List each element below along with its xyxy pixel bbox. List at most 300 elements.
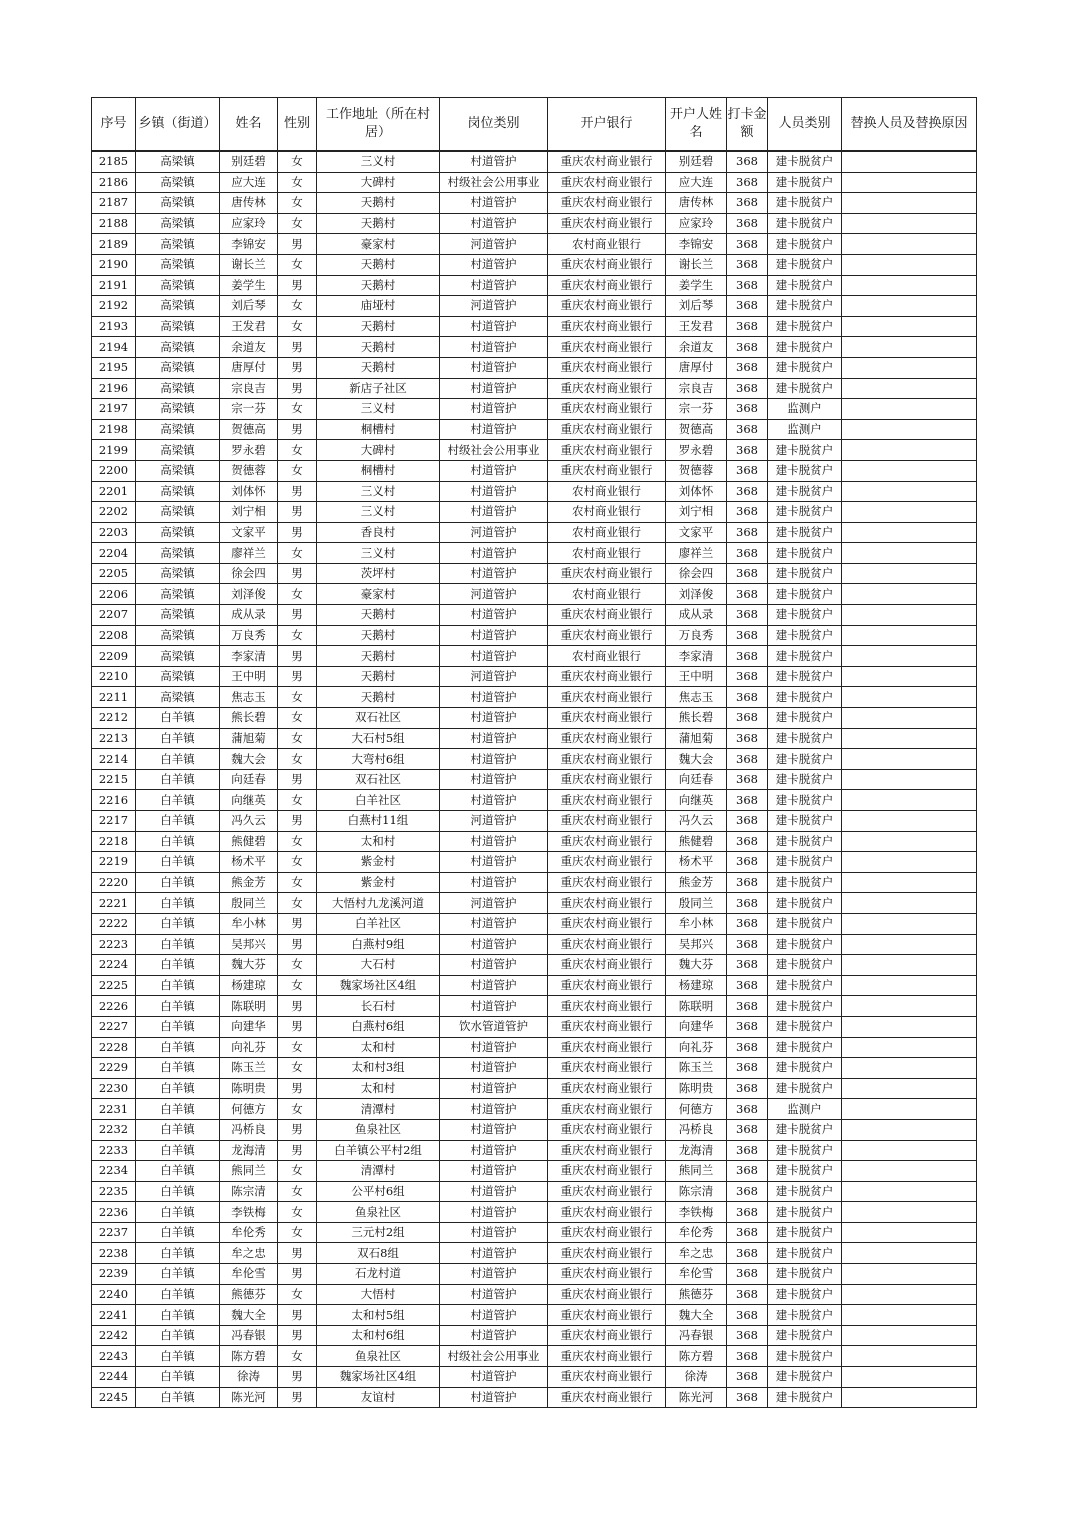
cell-bank: 重庆农村商业银行 [548,213,666,234]
cell-post-type: 村级社会公用事业 [440,440,548,461]
cell-account-holder: 李家清 [666,646,727,667]
cell-post-type: 村道管护 [440,357,548,378]
cell-work-address: 天鹅村 [317,666,440,687]
cell-account-holder: 谢长兰 [666,254,727,275]
cell-replacement [842,996,977,1017]
table-row [92,831,977,852]
cell-gender: 男 [278,646,317,667]
cell-amount: 368 [727,543,768,564]
cell-bank: 重庆农村商业银行 [548,1264,666,1285]
cell-serial: 2207 [92,605,136,626]
cell-name: 杨建琼 [220,975,278,996]
cell-post-type: 村道管护 [440,1058,548,1079]
cell-gender: 男 [278,378,317,399]
cell-replacement [842,275,977,296]
cell-account-holder: 王发君 [666,316,727,337]
cell-town: 白羊镇 [136,1243,220,1264]
cell-replacement [842,296,977,317]
cell-account-holder: 杨术平 [666,852,727,873]
cell-serial: 2214 [92,749,136,770]
cell-person-category: 监测户 [768,399,842,420]
cell-work-address: 桐槽村 [317,419,440,440]
cell-name: 王中明 [220,666,278,687]
cell-bank: 重庆农村商业银行 [548,955,666,976]
cell-name: 焦志玉 [220,687,278,708]
cell-account-holder: 唐传林 [666,193,727,214]
cell-serial: 2194 [92,337,136,358]
cell-name: 冯久云 [220,811,278,832]
cell-work-address: 桐槽村 [317,460,440,481]
cell-gender: 女 [278,790,317,811]
cell-replacement [842,831,977,852]
cell-serial: 2211 [92,687,136,708]
cell-post-type: 村道管护 [440,1387,548,1408]
cell-person-category: 建卡脱贫户 [768,1243,842,1264]
cell-gender: 男 [278,357,317,378]
cell-account-holder: 刘体怀 [666,481,727,502]
cell-account-holder: 应家玲 [666,213,727,234]
table-row [92,543,977,564]
cell-person-category: 建卡脱贫户 [768,440,842,461]
cell-name: 吴邦兴 [220,934,278,955]
cell-work-address: 豪家村 [317,584,440,605]
cell-post-type: 村道管护 [440,1119,548,1140]
cell-replacement [842,893,977,914]
cell-account-holder: 万良秀 [666,625,727,646]
cell-name: 谢长兰 [220,254,278,275]
cell-amount: 368 [727,481,768,502]
table-row [92,1202,977,1223]
cell-gender: 男 [278,481,317,502]
cell-replacement [842,749,977,770]
cell-serial: 2230 [92,1078,136,1099]
cell-account-holder: 杨建琼 [666,975,727,996]
table-row [92,975,977,996]
cell-account-holder: 徐会四 [666,563,727,584]
table-row [92,1387,977,1408]
cell-name: 徐会四 [220,563,278,584]
table-row [92,769,977,790]
cell-gender: 男 [278,419,317,440]
cell-town: 高梁镇 [136,151,220,172]
cell-name: 徐涛 [220,1367,278,1388]
cell-serial: 2191 [92,275,136,296]
cell-amount: 368 [727,1016,768,1037]
cell-bank: 重庆农村商业银行 [548,275,666,296]
cell-work-address: 清潭村 [317,1099,440,1120]
cell-town: 高梁镇 [136,687,220,708]
cell-serial: 2225 [92,975,136,996]
cell-account-holder: 陈明贵 [666,1078,727,1099]
cell-person-category: 建卡脱贫户 [768,357,842,378]
cell-gender: 男 [278,1140,317,1161]
cell-replacement [842,357,977,378]
cell-gender: 女 [278,955,317,976]
table-row [92,790,977,811]
cell-amount: 368 [727,502,768,523]
cell-bank: 农村商业银行 [548,234,666,255]
cell-name: 陈方碧 [220,1346,278,1367]
cell-account-holder: 殷同兰 [666,893,727,914]
cell-bank: 重庆农村商业银行 [548,605,666,626]
table-row [92,749,977,770]
cell-name: 熊金芳 [220,872,278,893]
cell-bank: 重庆农村商业银行 [548,399,666,420]
table-row [92,1325,977,1346]
cell-town: 白羊镇 [136,1264,220,1285]
table-row [92,254,977,275]
cell-replacement [842,1325,977,1346]
cell-gender: 男 [278,275,317,296]
cell-work-address: 天鹅村 [317,213,440,234]
cell-serial: 2210 [92,666,136,687]
table-row [92,481,977,502]
cell-work-address: 白燕村6组 [317,1016,440,1037]
cell-name: 王发君 [220,316,278,337]
cell-amount: 368 [727,440,768,461]
cell-bank: 重庆农村商业银行 [548,625,666,646]
cell-name: 殷同兰 [220,893,278,914]
cell-name: 魏大全 [220,1305,278,1326]
cell-work-address: 紫金村 [317,852,440,873]
cell-person-category: 建卡脱贫户 [768,543,842,564]
cell-work-address: 大碑村 [317,440,440,461]
cell-replacement [842,502,977,523]
cell-replacement [842,666,977,687]
cell-amount: 368 [727,1058,768,1079]
cell-town: 高梁镇 [136,234,220,255]
cell-name: 廖祥兰 [220,543,278,564]
cell-town: 白羊镇 [136,1305,220,1326]
cell-amount: 368 [727,1325,768,1346]
cell-person-category: 建卡脱贫户 [768,1119,842,1140]
cell-person-category: 建卡脱贫户 [768,213,842,234]
cell-name: 向继英 [220,790,278,811]
cell-account-holder: 龙海清 [666,1140,727,1161]
cell-bank: 农村商业银行 [548,584,666,605]
cell-amount: 368 [727,769,768,790]
cell-amount: 368 [727,831,768,852]
cell-gender: 女 [278,893,317,914]
header-person-category: 人员类别 [768,98,842,152]
cell-replacement [842,419,977,440]
table-row [92,1222,977,1243]
cell-gender: 女 [278,872,317,893]
cell-gender: 男 [278,522,317,543]
cell-town: 高梁镇 [136,357,220,378]
cell-amount: 368 [727,1037,768,1058]
cell-person-category: 建卡脱贫户 [768,790,842,811]
cell-name: 余道友 [220,337,278,358]
cell-name: 刘宁相 [220,502,278,523]
cell-post-type: 村道管护 [440,481,548,502]
cell-post-type: 村道管护 [440,151,548,172]
cell-replacement [842,1140,977,1161]
cell-name: 向礼芬 [220,1037,278,1058]
cell-work-address: 香良村 [317,522,440,543]
cell-person-category: 建卡脱贫户 [768,934,842,955]
cell-replacement [842,1016,977,1037]
cell-work-address: 三义村 [317,151,440,172]
cell-gender: 女 [278,728,317,749]
cell-person-category: 建卡脱贫户 [768,193,842,214]
cell-gender: 男 [278,769,317,790]
cell-town: 白羊镇 [136,1161,220,1182]
cell-serial: 2244 [92,1367,136,1388]
table-row [92,728,977,749]
cell-replacement [842,955,977,976]
cell-gender: 女 [278,708,317,729]
cell-bank: 农村商业银行 [548,543,666,564]
cell-serial: 2189 [92,234,136,255]
cell-account-holder: 魏大芬 [666,955,727,976]
table-row [92,1037,977,1058]
cell-account-holder: 陈宗清 [666,1181,727,1202]
cell-post-type: 村级社会公用事业 [440,1346,548,1367]
cell-work-address: 天鹅村 [317,254,440,275]
cell-bank: 重庆农村商业银行 [548,934,666,955]
cell-bank: 重庆农村商业银行 [548,357,666,378]
cell-town: 高梁镇 [136,296,220,317]
cell-person-category: 建卡脱贫户 [768,296,842,317]
cell-amount: 368 [727,1346,768,1367]
cell-serial: 2192 [92,296,136,317]
cell-serial: 2224 [92,955,136,976]
cell-name: 熊德芬 [220,1284,278,1305]
cell-replacement [842,337,977,358]
cell-gender: 女 [278,399,317,420]
cell-town: 高梁镇 [136,481,220,502]
cell-bank: 重庆农村商业银行 [548,852,666,873]
cell-serial: 2241 [92,1305,136,1326]
cell-account-holder: 宗良吉 [666,378,727,399]
cell-post-type: 村道管护 [440,955,548,976]
cell-town: 白羊镇 [136,1058,220,1079]
cell-account-holder: 向礼芬 [666,1037,727,1058]
cell-bank: 重庆农村商业银行 [548,563,666,584]
cell-post-type: 村道管护 [440,1099,548,1120]
table-row [92,296,977,317]
cell-account-holder: 蒲旭菊 [666,728,727,749]
table-row [92,1140,977,1161]
cell-gender: 女 [278,1037,317,1058]
cell-person-category: 建卡脱贫户 [768,1037,842,1058]
cell-gender: 女 [278,1202,317,1223]
cell-town: 白羊镇 [136,1202,220,1223]
cell-amount: 368 [727,1140,768,1161]
cell-person-category: 建卡脱贫户 [768,708,842,729]
cell-gender: 男 [278,234,317,255]
cell-bank: 重庆农村商业银行 [548,296,666,317]
cell-account-holder: 冯久云 [666,811,727,832]
cell-serial: 2212 [92,708,136,729]
cell-amount: 368 [727,955,768,976]
cell-account-holder: 熊长碧 [666,708,727,729]
table-row [92,893,977,914]
cell-bank: 重庆农村商业银行 [548,316,666,337]
cell-serial: 2222 [92,913,136,934]
cell-person-category: 建卡脱贫户 [768,1078,842,1099]
cell-account-holder: 牟伦雪 [666,1264,727,1285]
cell-work-address: 三义村 [317,543,440,564]
table-row [92,460,977,481]
cell-person-category: 建卡脱贫户 [768,1367,842,1388]
cell-person-category: 建卡脱贫户 [768,811,842,832]
cell-post-type: 村道管护 [440,646,548,667]
cell-town: 白羊镇 [136,1140,220,1161]
cell-person-category: 建卡脱贫户 [768,1264,842,1285]
cell-person-category: 建卡脱贫户 [768,337,842,358]
cell-amount: 368 [727,728,768,749]
cell-serial: 2229 [92,1058,136,1079]
table-row [92,522,977,543]
table-row [92,1346,977,1367]
cell-name: 牟伦秀 [220,1222,278,1243]
cell-person-category: 建卡脱贫户 [768,728,842,749]
cell-town: 高梁镇 [136,399,220,420]
cell-amount: 368 [727,234,768,255]
cell-town: 白羊镇 [136,955,220,976]
header-bank: 开户银行 [548,98,666,152]
cell-serial: 2198 [92,419,136,440]
cell-replacement [842,852,977,873]
cell-account-holder: 成从录 [666,605,727,626]
cell-account-holder: 何德方 [666,1099,727,1120]
cell-replacement [842,1305,977,1326]
cell-amount: 368 [727,625,768,646]
cell-bank: 重庆农村商业银行 [548,1367,666,1388]
cell-work-address: 白燕村11组 [317,811,440,832]
cell-gender: 男 [278,996,317,1017]
table-row [92,605,977,626]
cell-name: 牟之忠 [220,1243,278,1264]
cell-name: 牟小林 [220,913,278,934]
cell-gender: 女 [278,687,317,708]
cell-post-type: 村道管护 [440,1325,548,1346]
cell-amount: 368 [727,1119,768,1140]
cell-amount: 368 [727,378,768,399]
cell-gender: 男 [278,1367,317,1388]
cell-work-address: 白羊社区 [317,913,440,934]
cell-bank: 重庆农村商业银行 [548,1222,666,1243]
cell-bank: 农村商业银行 [548,481,666,502]
table-row [92,440,977,461]
cell-post-type: 河道管护 [440,584,548,605]
cell-gender: 女 [278,193,317,214]
cell-name: 宗良吉 [220,378,278,399]
cell-serial: 2238 [92,1243,136,1264]
cell-account-holder: 罗永碧 [666,440,727,461]
cell-amount: 368 [727,975,768,996]
cell-gender: 男 [278,563,317,584]
cell-account-holder: 别廷碧 [666,151,727,172]
cell-work-address: 天鹅村 [317,646,440,667]
cell-name: 刘泽俊 [220,584,278,605]
cell-person-category: 建卡脱贫户 [768,316,842,337]
cell-post-type: 村道管护 [440,193,548,214]
cell-town: 高梁镇 [136,625,220,646]
table-row [92,1099,977,1120]
cell-town: 白羊镇 [136,934,220,955]
cell-amount: 368 [727,811,768,832]
cell-post-type: 河道管护 [440,893,548,914]
cell-name: 魏大芬 [220,955,278,976]
cell-work-address: 天鹅村 [317,275,440,296]
cell-serial: 2234 [92,1161,136,1182]
cell-post-type: 河道管护 [440,666,548,687]
cell-replacement [842,1161,977,1182]
table-row [92,151,977,172]
table-row [92,213,977,234]
table-row [92,502,977,523]
cell-account-holder: 吴邦兴 [666,934,727,955]
cell-replacement [842,625,977,646]
cell-work-address: 魏家场社区4组 [317,975,440,996]
cell-town: 白羊镇 [136,975,220,996]
cell-gender: 女 [278,1099,317,1120]
cell-town: 高梁镇 [136,440,220,461]
cell-serial: 2236 [92,1202,136,1223]
cell-name: 刘体怀 [220,481,278,502]
cell-replacement [842,460,977,481]
cell-post-type: 村道管护 [440,708,548,729]
cell-account-holder: 魏大会 [666,749,727,770]
cell-work-address: 大石村5组 [317,728,440,749]
cell-amount: 368 [727,687,768,708]
cell-town: 白羊镇 [136,1099,220,1120]
cell-work-address: 太和村 [317,831,440,852]
cell-post-type: 村道管护 [440,831,548,852]
cell-serial: 2206 [92,584,136,605]
header-serial: 序号 [92,98,136,152]
table-row [92,1367,977,1388]
cell-town: 高梁镇 [136,522,220,543]
cell-work-address: 魏家场社区4组 [317,1367,440,1388]
cell-name: 陈光河 [220,1387,278,1408]
cell-name: 贺德蓉 [220,460,278,481]
cell-amount: 368 [727,1264,768,1285]
cell-bank: 重庆农村商业银行 [548,1058,666,1079]
cell-gender: 女 [278,254,317,275]
cell-amount: 368 [727,151,768,172]
table-row [92,1016,977,1037]
cell-person-category: 建卡脱贫户 [768,913,842,934]
cell-person-category: 建卡脱贫户 [768,275,842,296]
cell-work-address: 茨坪村 [317,563,440,584]
table-row [92,275,977,296]
cell-account-holder: 向继英 [666,790,727,811]
cell-gender: 女 [278,831,317,852]
cell-town: 白羊镇 [136,728,220,749]
cell-replacement [842,254,977,275]
cell-serial: 2217 [92,811,136,832]
cell-post-type: 村道管护 [440,728,548,749]
cell-gender: 女 [278,749,317,770]
header-amount: 打卡金额 [727,98,768,152]
cell-name: 杨术平 [220,852,278,873]
cell-amount: 368 [727,337,768,358]
cell-amount: 368 [727,1078,768,1099]
cell-serial: 2193 [92,316,136,337]
header-replacement: 替换人员及替换原因 [842,98,977,152]
table-row [92,1181,977,1202]
table-row [92,811,977,832]
cell-work-address: 鱼泉社区 [317,1119,440,1140]
cell-amount: 368 [727,275,768,296]
cell-gender: 男 [278,1119,317,1140]
cell-replacement [842,811,977,832]
cell-gender: 男 [278,1243,317,1264]
